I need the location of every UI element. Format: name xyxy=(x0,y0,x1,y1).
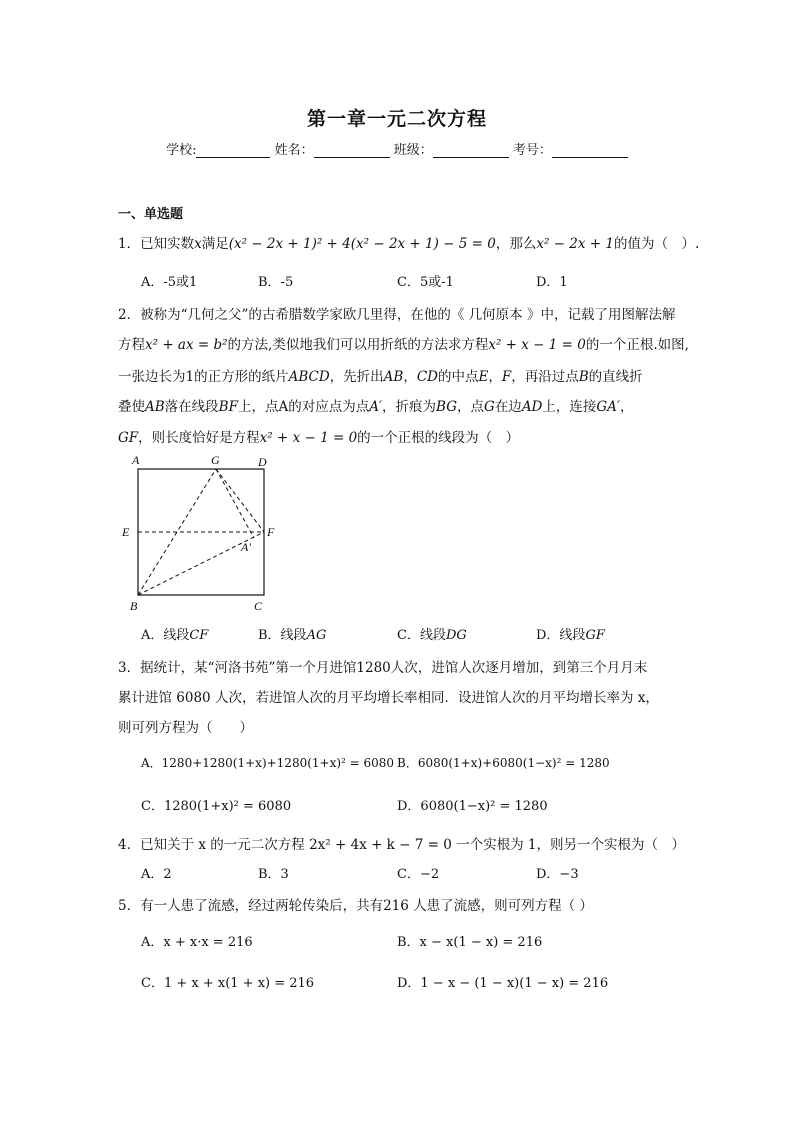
q2-l4a: 叠使 xyxy=(118,399,145,415)
page-title: 第一章一元二次方程 xyxy=(306,108,487,130)
q1-stem xyxy=(118,232,699,252)
q2-l5a: ，则长度恰好是方程 xyxy=(138,430,260,446)
q2-l4d: ，折痕为 xyxy=(382,399,437,415)
q2-line4 xyxy=(118,395,634,415)
q2-b-key: B．线段 xyxy=(258,628,307,643)
q2-l3b: ，先折出 xyxy=(329,369,384,385)
line-gf xyxy=(216,469,264,532)
label-e: E xyxy=(122,525,130,539)
q2-l3v2: AB xyxy=(383,369,404,385)
q2-l5-eq: x² + x − 1 = 0 xyxy=(259,430,358,446)
q2-l4c: 上，点A的对应点为点 xyxy=(237,399,370,415)
q2-l2a: 方程 xyxy=(118,337,145,353)
q2-l3c: ， xyxy=(403,369,417,385)
q5-stem: 5．有一人患了流感，经过两轮传染后，共有216 人患了流感，则可列方程（ ） xyxy=(118,898,593,914)
q2-line5 xyxy=(118,426,519,446)
label-f: F xyxy=(267,525,275,539)
q1-prefix: 1．已知实数 xyxy=(118,236,195,252)
q2-a-key: A．线段 xyxy=(141,628,190,643)
label-b: B xyxy=(130,599,138,613)
q2-l4g: 上，连接 xyxy=(542,399,597,415)
q2-l4v: AB xyxy=(145,399,165,415)
q1-option-b: B．-5 xyxy=(258,275,294,290)
q5-option-b: B．x − x(1 − x) = 216 xyxy=(397,935,543,950)
q2-line3 xyxy=(118,365,643,385)
q2-l3v4: E xyxy=(478,369,489,385)
q2-l3v5: F xyxy=(501,369,512,385)
q1-var: x xyxy=(194,236,202,252)
q2-l2-eq2: x² + x − 1 = 0 xyxy=(488,337,586,353)
q4-stem: 4．已知关于 x 的一元二次方程 2x² + 4x + k − 7 = 0 一个实根为 1，则另一个实根为（ ） xyxy=(118,837,685,853)
q3-option-d: D．6080(1−x)² = 1280 xyxy=(397,799,548,814)
q2-line1: 2．被称为“几何之父”的古希腊数学家欧几里得，在他的《 几何原本 》中，记载了用图解法解 xyxy=(118,307,676,323)
q2-l3d: 的中点 xyxy=(438,369,479,385)
student-info-line xyxy=(0,139,794,158)
q2-l4v7: GA′ xyxy=(596,399,620,415)
school-label: 学校: xyxy=(166,143,197,158)
label-c: C xyxy=(254,599,263,613)
q2-l4v4: BG xyxy=(436,399,458,415)
q4-option-d: D．−3 xyxy=(536,867,579,882)
q2-l5b: 的一个正根的线段为（ ） xyxy=(357,430,520,446)
q2-l3v6: B xyxy=(578,369,589,385)
q1-cond: 满足 xyxy=(201,236,229,252)
q5-option-d: D．1 − x − (1 − x)(1 − x) = 216 xyxy=(397,976,609,991)
q2-l2c: 的一个正根.如图, xyxy=(585,337,689,353)
q1-option-a: A．-5或1 xyxy=(141,275,198,290)
q2-l4f: 在边 xyxy=(494,399,522,415)
q2-a-val: CF xyxy=(189,628,209,643)
q2-l3v3: CD xyxy=(416,369,438,385)
q3-option-a: A．1280+1280(1+x)+1280(1+x)² = 6080 xyxy=(141,756,395,770)
q1-option-d: D．1 xyxy=(536,275,568,290)
q2-l4v3: A′ xyxy=(369,399,383,415)
q5-option-a: A．x + x·x = 216 xyxy=(141,935,253,950)
q2-l2-eq: x² + ax = b² xyxy=(145,337,228,353)
q2-line2 xyxy=(118,333,689,353)
q2-l3g: 的直线折 xyxy=(588,369,643,385)
q2-l4v5: G xyxy=(484,399,495,415)
q5-option-c: C．1 + x + x(1 + x) = 216 xyxy=(141,976,315,991)
q2-option-a xyxy=(141,624,208,643)
q3-line1: 3．据统计，某“河洛书苑”第一个月进馆1280人次，进馆人次逐月增加，到第三个月月末 xyxy=(118,660,648,676)
class-blank xyxy=(433,143,509,158)
q2-l3v: ABCD xyxy=(288,369,330,385)
q2-l4b: 落在线段 xyxy=(164,399,219,415)
q2-l3e: ， xyxy=(488,369,502,385)
q2-option-c xyxy=(397,624,467,643)
q1-option-c: C．5或-1 xyxy=(397,275,454,290)
q1-suffix: 的值为（ ）. xyxy=(613,236,700,252)
q2-l4e: ，点 xyxy=(457,399,485,415)
school-blank xyxy=(196,143,270,158)
section-heading: 一、单选题 xyxy=(118,207,184,222)
q4-option-a: A．2 xyxy=(141,867,172,882)
q2-d-key: D．线段 xyxy=(536,628,586,643)
q2-b-val: AG xyxy=(306,628,327,643)
q1-equation: (x² − 2x + 1)² + 4(x² − 2x + 1) − 5 = 0 xyxy=(228,236,496,252)
q3-line3: 则可列方程为（ ） xyxy=(118,720,253,736)
q3-option-c: C．1280(1+x)² = 6080 xyxy=(141,799,292,814)
label-a-prime: A′ xyxy=(241,540,251,554)
label-a: A xyxy=(132,453,140,467)
q3-line2: 累计进馆 6080 人次，若进馆人次的月平均增长率相同．设进馆人次的月平均增长率为 x， xyxy=(118,690,659,706)
name-label: 姓名： xyxy=(274,143,314,158)
q2-l4v6: AD xyxy=(521,399,543,415)
q4-option-c: C．−2 xyxy=(397,867,440,882)
label-d: D xyxy=(258,455,267,469)
q2-l5v: GF xyxy=(118,430,139,446)
q2-square-figure xyxy=(118,450,288,618)
exam-no-label: 考号： xyxy=(512,143,552,158)
class-label: 班级： xyxy=(393,143,433,158)
q2-d-val: GF xyxy=(585,628,605,643)
q2-l3f: ，再沿过点 xyxy=(511,369,579,385)
q3-option-b: B．6080(1+x)+6080(1−x)² = 1280 xyxy=(397,756,610,770)
q2-option-d xyxy=(536,624,605,643)
line-ga-prime xyxy=(216,469,254,538)
q2-l4h: ， xyxy=(620,399,634,415)
exam-no-blank xyxy=(552,143,628,158)
name-blank xyxy=(314,143,390,158)
q4-option-b: B．3 xyxy=(258,867,289,882)
q2-l3a: 一张边长为1的正方形的纸片 xyxy=(118,369,289,385)
label-g: G xyxy=(211,453,220,467)
q2-l4v2: BF xyxy=(218,399,238,415)
q1-expression: x² − 2x + 1 xyxy=(536,236,614,252)
q1-mid: ，那么 xyxy=(495,236,537,252)
q2-l2b: 的方法,类似地我们可以用折纸的方法求方程 xyxy=(227,337,489,353)
q2-c-val: DG xyxy=(445,628,467,643)
q2-c-key: C．线段 xyxy=(397,628,446,643)
q2-option-b xyxy=(258,624,326,643)
